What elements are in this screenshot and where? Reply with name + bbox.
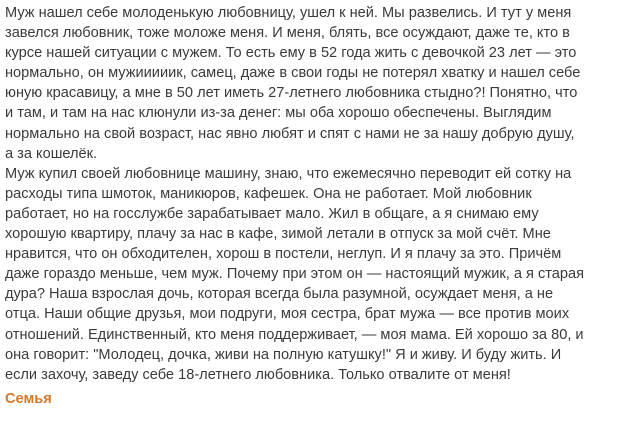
post-body <box>5 3 619 409</box>
text-line: нормально на свой возраст, нас явно любят и спят с нами не за нашу добрую душу, <box>5 125 575 142</box>
text-line: нравится, что он обходителен, хорош в постели, неглуп. И я плачу за это. Причём <box>5 246 562 263</box>
text-line: завелся любовник, тоже моложе меня. И меня, блять, все осуждают, даже те, кто в <box>5 25 570 42</box>
text-line: курсе нашей ситуации с мужем. То есть ему в 52 года жить с девочкой 23 лет — это <box>5 45 577 62</box>
text-line: работает, но на госслужбе зарабатывает мало. Жил в общаге, а я снимаю ему <box>5 205 539 222</box>
text-line: нормально, он мужииииик, самец, даже в свои годы не потерял хватку и нашел себе <box>5 65 581 82</box>
text-line: Муж купил своей любовнице машину, знаю, что ежемесячно переводит ей сотку на <box>5 165 572 182</box>
category-link[interactable]: Семья <box>5 390 52 407</box>
text-line: если захочу, заведу себе 18-летнего любовника. Только отвалите от меня! <box>5 366 511 383</box>
text-line: и там, и там на нас клюнули из-за денег: мы оба хорошо обеспечены. Выглядим <box>5 105 552 122</box>
text-line: а за кошелёк. <box>5 145 98 162</box>
text-line: отношений. Единственный, кто меня поддерживает, — моя мама. Ей хорошо за 80, и <box>5 326 584 343</box>
text-line: дура? Наша взрослая дочь, которая всегда была разумной, осуждает меня, а не <box>5 286 554 303</box>
text-line: она говорит: "Молодец, дочка, живи на полную катушку!" Я и живу. И буду жить. И <box>5 346 562 363</box>
text-line: Муж нашел себе молоденькую любовницу, ушел к ней. Мы развелись. И тут у меня <box>5 5 572 21</box>
text-line: даже гораздо меньше, чем муж. Почему при этом он — настоящий мужик, а я старая <box>5 266 585 283</box>
text-line: хорошую квартиру, плачу за нас в кафе, зимой летали в отпуск за мой счёт. Мне <box>5 226 551 243</box>
post-paragraph-1 <box>5 3 619 164</box>
post-paragraph-2 <box>5 164 619 385</box>
text-line: юную красавицу, а мне в 50 лет иметь 27-летнего любовника стыдно?! Понятно, что <box>5 85 578 102</box>
text-line: отца. Наши общие друзья, мои подруги, моя сестра, брат мужа — все против моих <box>5 306 570 323</box>
text-line: расходы типа шмоток, маникюров, кафешек. Она не работает. Мой любовник <box>5 185 532 202</box>
